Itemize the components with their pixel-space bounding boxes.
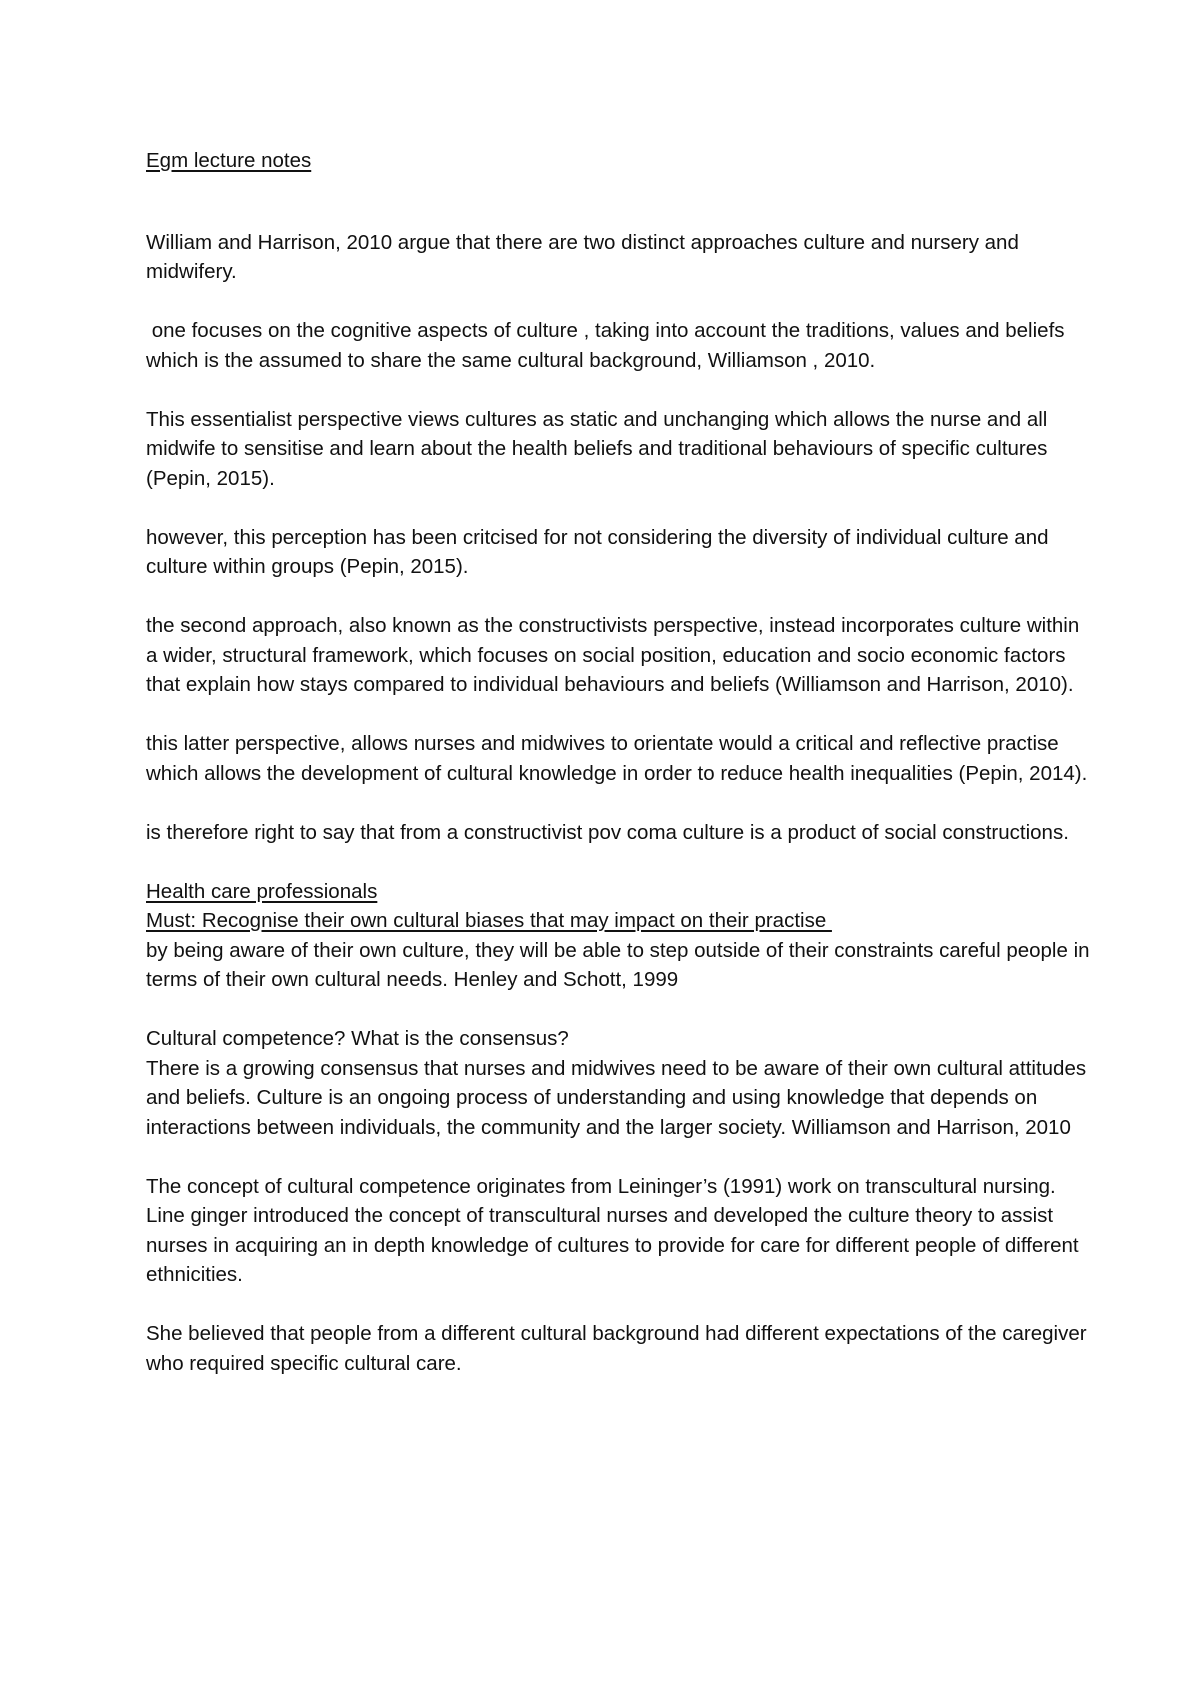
paragraph: this latter perspective, allows nurses and midwives to orientate would a critical and reflective practise which allows the development of cultural knowledge in order to reduce health inequalities (Pepin, 2014). — [146, 732, 1088, 785]
section-heading: Health care professionals — [146, 879, 378, 903]
paragraph: She believed that people from a different cultural background had different expectations of the caregiver who required specific cultural care. — [146, 1322, 1087, 1375]
paragraph: the second approach, also known as the constructivists perspective, instead incorporates culture within a wider, structural framework, which focuses on social position, education and socio economic factors that explain how stays compared to individual behaviours and beliefs (Williamson and Harrison, 2010). — [146, 614, 1080, 696]
section-subheading: Must: Recognise their own cultural biases that may impact on their practise — [146, 909, 832, 932]
competence-text: There is a growing consensus that nurses and midwives need to be aware of their own cultural attitudes and beliefs. Culture is an ongoing process of understanding and using knowledge that depends on interactions between individuals, the community and the larger society. Williamson and Harrison, 2010 — [146, 1056, 1087, 1139]
competence-question: Cultural competence? What is the consensus? — [146, 1027, 569, 1050]
paragraph: is therefore right to say that from a constructivist pov coma culture is a product of social constructions. — [146, 820, 1069, 844]
paragraph: William and Harrison, 2010 argue that there are two distinct approaches culture and nursery and midwifery. — [146, 230, 1019, 283]
paragraph: The concept of cultural competence originates from Leininger’s (1991) work on transcultural nursing. Line ginger introduced the concept of transcultural nurses and developed the culture theory to assist nurses in acquiring an in depth knowledge of cultures to provide for care for different people of different ethnicities. — [146, 1174, 1079, 1286]
paragraph: This essentialist perspective views cultures as static and unchanging which allows the nurse and all midwife to sensitise and learn about the health beliefs and traditional behaviours of specific cultures (Pepin, 2015). — [146, 407, 1048, 490]
document-title: Egm lecture notes — [146, 149, 312, 172]
section-text: by being aware of their own culture, they will be able to step outside of their constraints careful people in terms of their own cultural needs. Henley and Schott, 1999 — [146, 938, 1090, 991]
paragraph: one focuses on the cognitive aspects of culture , taking into account the traditions, values and beliefs which is the assumed to share the same cultural background, Williamson , 2010. — [146, 319, 1071, 372]
paragraph: however, this perception has been critcised for not considering the diversity of individual culture and culture within groups (Pepin, 2015). — [146, 525, 1049, 578]
